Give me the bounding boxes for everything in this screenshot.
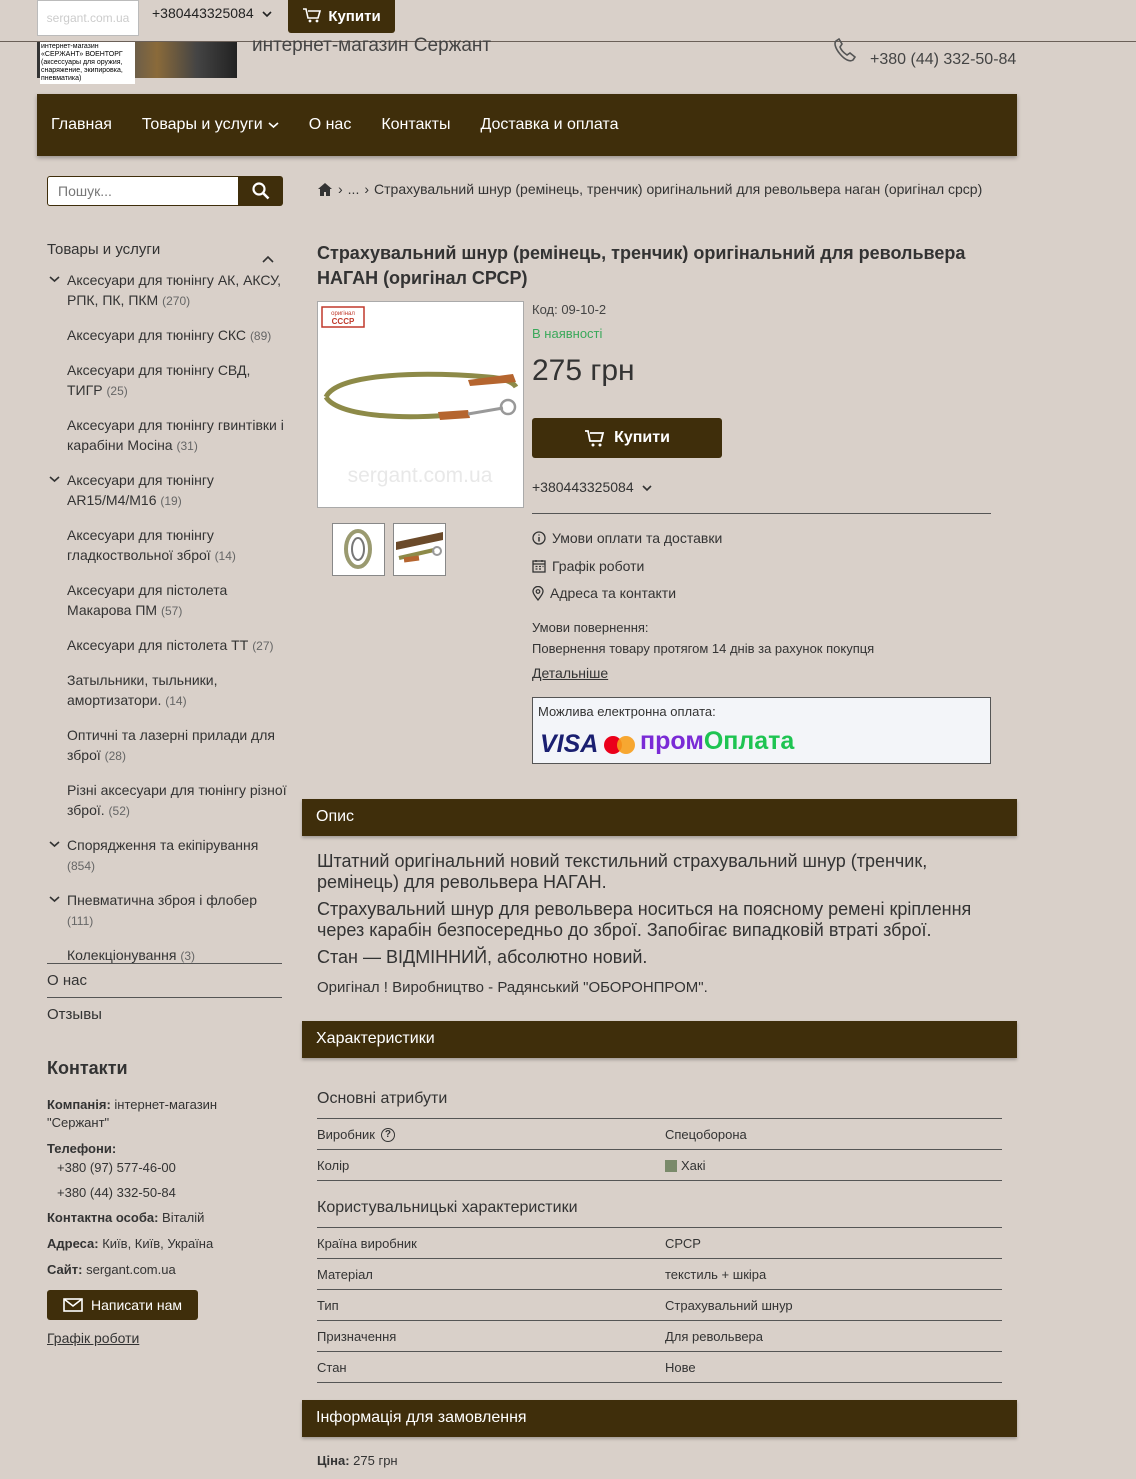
question-icon[interactable]: ? (381, 1128, 395, 1142)
contact-company: Компанія: інтернет-магазин "Сержант" (47, 1097, 218, 1130)
envelope-icon (63, 1298, 83, 1312)
description-paragraph-1: Штатний оригінальний новий текстильний страхувальний шнур (тренчик, ремінець) для револьвера НАГАН. (317, 851, 928, 892)
spec-key: Колір (317, 1158, 350, 1173)
sidebar-category-item[interactable] (47, 670, 287, 711)
write-us-label: Написати нам (90, 1297, 183, 1313)
breadcrumb (317, 181, 982, 197)
category-name: Аксесуари для тюнінгу AR15/M4/M16 (67, 472, 214, 508)
main-nav (37, 94, 1017, 156)
spec-row (317, 1352, 1002, 1383)
product-title: Страхувальний шнур (ремінець, тренчик) оригінальний для револьвера НАГАН (оригінал СРСР) (317, 243, 966, 288)
visa-logo: VISA (540, 730, 599, 758)
shop-banner-text: интернет-магазин «СЕРЖАНТ» ВОЕНТОРГ (аксессуары для оружия, снаряжение, экипировка, пневматика) (40, 42, 135, 84)
address-contacts-link[interactable] (532, 585, 676, 601)
chevron-down-icon[interactable] (49, 469, 60, 489)
spec-value: Хакі (681, 1158, 706, 1173)
schedule-row-link[interactable] (532, 558, 644, 574)
category-count: (31) (176, 439, 198, 453)
category-name: Аксесуари для тюнінгу АК, АКСУ, РПК, ПК, ПКМ (67, 272, 281, 308)
sidebar-title[interactable]: Товары и услуги (47, 241, 161, 258)
nav-products-label: Товары и услуги (141, 116, 263, 133)
spec-value: Страхувальний шнур (665, 1298, 793, 1313)
category-name: Спорядження та екіпірування (67, 837, 259, 853)
details-link[interactable]: Детальніше (532, 665, 609, 681)
chevron-down-icon (642, 484, 652, 492)
svg-text:оригінал: оригінал (331, 311, 355, 317)
spec-key: Матеріал (317, 1267, 373, 1282)
spec-value: СРСР (665, 1236, 701, 1251)
address-contacts-label: Адреса та контакти (550, 585, 677, 601)
header-phone-right[interactable]: +380 (44) 332-50-84 (870, 51, 1017, 68)
sidebar-reviews[interactable]: Отзывы (47, 1006, 102, 1023)
category-name: Аксесуари для тюнінгу гвинтівки і карабіни Мосіна (67, 417, 284, 453)
search-button[interactable] (238, 176, 283, 206)
spec-value: Спецоборона (665, 1127, 747, 1142)
product-thumbnail-2[interactable] (393, 523, 446, 576)
return-text: Повернення товару протягом 14 днів за рахунок покупця (532, 641, 875, 656)
section-order-info-header: Інформація для замовлення (302, 1400, 1017, 1437)
availability-status: В наявності (532, 326, 603, 341)
site-logo[interactable]: sergant.com.ua (37, 0, 139, 36)
nav-about[interactable]: О нас (308, 116, 352, 133)
write-us-button[interactable] (47, 1290, 198, 1320)
sidebar-category-item[interactable] (47, 635, 287, 656)
category-count: (52) (108, 804, 130, 818)
contact-phone-1[interactable]: +380 (97) 577-46-00 (57, 1160, 176, 1175)
chevron-down-icon[interactable] (49, 834, 60, 854)
spec-row (317, 1259, 1002, 1290)
sidebar-category-item[interactable] (47, 525, 287, 566)
divider (47, 963, 282, 964)
calendar-icon (532, 559, 546, 573)
category-count: (25) (106, 384, 128, 398)
basic-attributes-title: Основні атрибути (317, 1090, 448, 1107)
sidebar-category-item[interactable] (47, 415, 287, 456)
category-count: (14) (214, 549, 236, 563)
contact-phones-label: Телефони: (47, 1141, 117, 1156)
nav-delivery[interactable]: Доставка и оплата (480, 116, 619, 133)
color-swatch (665, 1160, 677, 1172)
section-specs-header: Характеристики (302, 1021, 1017, 1058)
product-main-image[interactable] (317, 301, 524, 508)
description-paragraph-2: Страхувальний шнур для револьвера носиться на поясному ремені кріплення через карабін безпосередньо до зброї. Запобігає випадковій втраті зброї. (317, 899, 972, 940)
sidebar-category-item[interactable] (47, 270, 287, 311)
sidebar-category-item[interactable] (47, 780, 287, 821)
sidebar-category-item[interactable] (47, 725, 287, 766)
search-icon (252, 182, 270, 200)
description-paragraph-4: Оригінал ! Виробництво - Радянський "ОБОРОНПРОМ". (317, 979, 708, 996)
sidebar-about[interactable]: О нас (47, 972, 87, 989)
spec-row (317, 1321, 1002, 1352)
phone-icon (832, 38, 860, 69)
nav-contacts[interactable]: Контакты (381, 116, 451, 133)
category-name: Аксесуари для пістолета Макарова ПМ (67, 582, 228, 618)
spec-key: Тип (317, 1298, 339, 1313)
spec-value: Нове (665, 1360, 696, 1375)
description-paragraph-3: Стан — ВІДМІННИЙ, абсолютно новий. (317, 947, 648, 967)
cart-icon (302, 7, 322, 27)
sidebar-category-item[interactable] (47, 325, 287, 346)
return-title: Умови повернення: (532, 620, 649, 635)
spec-row (317, 1290, 1002, 1321)
shop-name: интернет-магазин Сержант (252, 35, 492, 56)
mastercard-logo-circle (617, 736, 635, 754)
category-count: (19) (160, 494, 182, 508)
schedule-link[interactable]: Графік роботи (47, 1330, 140, 1346)
spec-key: Країна виробник (317, 1236, 417, 1251)
order-price: Ціна: 275 грн (317, 1453, 398, 1468)
breadcrumb-separator: › (364, 181, 370, 197)
category-count: (854) (67, 859, 96, 873)
product-code: Код: 09-10-2 (532, 302, 607, 317)
category-name: Аксесуари для тюнінгу гладкоствольної зброї (67, 527, 214, 563)
contact-phone-2[interactable]: +380 (44) 332-50-84 (57, 1185, 176, 1200)
category-name: Пневматична зброя і флобер (67, 892, 257, 908)
sidebar-category-item[interactable] (47, 835, 287, 876)
contact-site: Сайт: sergant.com.ua (47, 1262, 176, 1277)
spec-key: Призначення (317, 1329, 397, 1344)
product-phone-dropdown[interactable] (532, 479, 652, 495)
header-buy-button[interactable] (288, 0, 395, 33)
category-count: (57) (160, 604, 183, 618)
spec-value: Для револьвера (665, 1329, 764, 1344)
spec-row (317, 1150, 1002, 1181)
chevron-down-icon[interactable] (49, 889, 60, 909)
home-icon[interactable] (317, 182, 333, 197)
category-name: Колекціонування (67, 947, 177, 963)
category-count: (14) (165, 694, 187, 708)
breadcrumb-ellipsis[interactable]: ... (347, 181, 360, 197)
user-attributes-title: Користувальницькі характеристики (317, 1199, 578, 1216)
payment-label: Можлива електронна оплата: (538, 704, 716, 719)
nav-products[interactable] (142, 116, 279, 134)
buy-button[interactable] (532, 418, 722, 458)
svg-text:СССР: СССР (331, 317, 355, 326)
category-name: Аксесуари для тюнінгу СВД, ТИГР (67, 362, 251, 398)
prom-payment-logo: промОплата (640, 727, 795, 755)
contact-person: Контактна особа: Віталій (47, 1210, 205, 1225)
category-name: Різні аксесуари для тюнінгу різної зброї. (67, 782, 287, 818)
product-thumbnail-1[interactable] (332, 523, 385, 576)
sidebar-category-item[interactable] (47, 470, 287, 511)
spec-key: Стан (317, 1360, 347, 1375)
divider (47, 997, 282, 998)
product-price: 275 грн (532, 354, 635, 387)
category-name: Аксесуари для пістолета ТТ (67, 637, 249, 653)
header-phone-dropdown[interactable] (152, 5, 272, 21)
location-pin-icon (532, 586, 544, 601)
category-name: Оптичні та лазерні прилади для зброї (67, 727, 275, 763)
spec-row (317, 1119, 1002, 1150)
chevron-down-icon (268, 121, 279, 129)
category-name: Затыльники, тыльники, амортизатори. (67, 672, 218, 708)
buy-button-label: Купити (614, 429, 670, 446)
product-phone: +380443325084 (532, 479, 634, 495)
sidebar-category-item[interactable] (47, 360, 287, 401)
category-count: (27) (252, 639, 274, 653)
spec-row (317, 1228, 1002, 1259)
payment-delivery-label: Умови оплати та доставки (552, 530, 723, 546)
section-description-header: Опис (302, 799, 1017, 836)
category-name: Аксесуари для тюнінгу СКС (67, 327, 247, 343)
category-count: (89) (249, 329, 272, 343)
spec-value: текстиль + шкіра (665, 1267, 767, 1282)
contacts-title: Контакти (47, 1058, 128, 1078)
cart-icon (584, 429, 606, 447)
search-input[interactable]: Пошук... (47, 176, 239, 206)
sidebar-category-item[interactable] (47, 890, 287, 931)
category-count: (270) (162, 294, 191, 308)
divider (532, 513, 991, 514)
category-count: (111) (67, 914, 94, 928)
breadcrumb-separator: › (338, 181, 343, 197)
chevron-down-icon (258, 5, 272, 21)
chevron-up-icon[interactable] (262, 250, 274, 268)
header-phone: +380443325084 (152, 5, 254, 21)
spec-key: Виробник (317, 1127, 375, 1142)
nav-home[interactable]: Главная (51, 116, 112, 133)
category-count: (3) (180, 949, 196, 963)
payment-delivery-link[interactable] (532, 530, 722, 546)
contact-address: Адреса: Київ, Київ, Україна (47, 1236, 214, 1251)
chevron-down-icon[interactable] (49, 269, 60, 289)
header-buy-label: Купити (328, 8, 381, 25)
category-list (47, 270, 287, 980)
schedule-row-label: Графік роботи (552, 558, 645, 574)
svg-text:sergant.com.ua: sergant.com.ua (347, 464, 493, 487)
sidebar-category-item[interactable] (47, 580, 287, 621)
category-count: (28) (104, 749, 126, 763)
breadcrumb-current: Страхувальний шнур (ремінець, тренчик) оригінальний для револьвера наган (оригінал срср) (374, 181, 983, 197)
info-icon (532, 531, 546, 545)
